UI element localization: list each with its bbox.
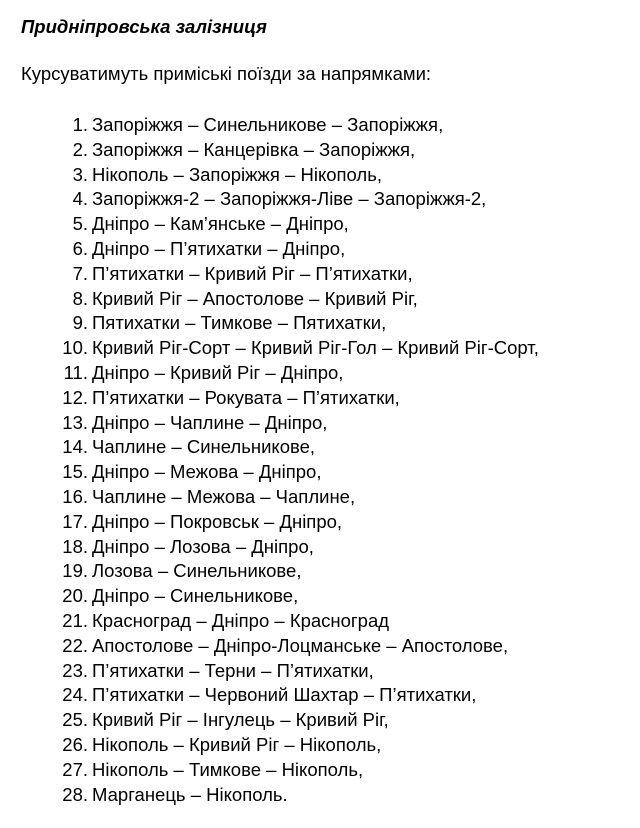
- route-number: 1.: [72, 114, 88, 135]
- route-item: [0, 733, 539, 758]
- route-item: [0, 237, 539, 262]
- route-item: [0, 411, 539, 436]
- route-text: Чаплине – Синельникове,: [92, 436, 316, 458]
- route-item: [0, 758, 539, 783]
- route-number: 5.: [72, 213, 88, 235]
- route-number: 9.: [72, 312, 88, 334]
- route-text: Дніпро – П’ятихатки – Дніпро,: [92, 237, 346, 259]
- route-number: 2.: [72, 138, 88, 160]
- route-item: [0, 311, 539, 336]
- route-text: Дніпро – Синельникове,: [92, 585, 299, 607]
- route-item: [0, 287, 539, 312]
- route-text: Кривий Ріг – Апостолове – Кривий Ріг,: [92, 287, 418, 309]
- route-number: 16.: [62, 485, 88, 507]
- route-number: 8.: [72, 287, 88, 309]
- route-number: 15.: [62, 461, 88, 483]
- route-text: Красноград – Дніпро – Красноград: [92, 609, 390, 631]
- route-item: [0, 212, 539, 237]
- route-number: 3.: [72, 163, 88, 185]
- route-text: Нікополь – Кривий Ріг – Нікополь,: [92, 733, 382, 755]
- route-text: Кривий Ріг-Сорт – Кривий Ріг-Гол – Кривий Ріг-Сорт,: [92, 337, 539, 359]
- route-item: [0, 386, 539, 411]
- route-number: 6.: [72, 237, 88, 259]
- route-number: 13.: [62, 411, 88, 433]
- route-text: Нікополь – Тимкове – Нікополь,: [92, 758, 364, 780]
- route-number: 19.: [62, 560, 88, 582]
- route-number: 10.: [62, 337, 88, 359]
- route-item: [0, 262, 539, 287]
- route-number: 26.: [62, 733, 88, 755]
- route-item: [0, 460, 539, 485]
- route-text: Марганець – Нікополь.: [92, 783, 288, 805]
- route-number: 12.: [62, 386, 88, 408]
- route-item: [0, 510, 539, 535]
- route-text: Нікополь – Запоріжжя – Нікополь,: [92, 163, 383, 185]
- route-number: 18.: [62, 535, 88, 557]
- route-item: [0, 783, 539, 808]
- route-text: Запоріжжя – Канцерівка – Запоріжжя,: [92, 138, 416, 160]
- route-text: Запоріжжя – Синельникове – Запоріжжя,: [92, 114, 444, 135]
- route-item: [0, 187, 539, 212]
- document-title: Придніпровська залізниця: [21, 16, 267, 37]
- route-item: [0, 634, 539, 659]
- route-text: Дніпро – Кам’янське – Дніпро,: [92, 213, 349, 235]
- route-text: Апостолове – Дніпро-Лоцманське – Апостолове,: [92, 634, 509, 656]
- route-text: Кривий Ріг – Інгулець – Кривий Ріг,: [92, 709, 389, 731]
- route-number: 17.: [62, 510, 88, 532]
- route-number: 22.: [62, 634, 88, 656]
- route-number: 7.: [72, 262, 88, 284]
- route-text: Дніпро – Кривий Ріг – Дніпро,: [92, 361, 344, 383]
- route-item: [0, 336, 539, 361]
- route-text: П’ятихатки – Червоний Шахтар – П’ятихатки,: [92, 684, 477, 706]
- route-number: 27.: [62, 758, 88, 780]
- route-number: 28.: [62, 783, 88, 805]
- route-text: Чаплине – Межова – Чаплине,: [92, 485, 356, 507]
- route-number: 25.: [62, 709, 88, 731]
- route-item: [0, 708, 539, 733]
- route-item: [0, 584, 539, 609]
- route-text: П’ятихатки – Терни – П’ятихатки,: [92, 659, 374, 681]
- route-item: [0, 361, 539, 386]
- route-item: [0, 113, 539, 138]
- route-number: 23.: [62, 659, 88, 681]
- route-text: Дніпро – Чаплине – Дніпро,: [92, 411, 328, 433]
- route-text: Дніпро – Покровськ – Дніпро,: [92, 510, 343, 532]
- route-number: 14.: [62, 436, 88, 458]
- route-item: [0, 683, 539, 708]
- route-number: 24.: [62, 684, 88, 706]
- route-number: 20.: [62, 585, 88, 607]
- route-text: П’ятихатки – Кривий Ріг – П’ятихатки,: [92, 262, 413, 284]
- route-number: 11.: [63, 361, 88, 383]
- route-number: 21.: [62, 609, 88, 631]
- route-item: [0, 138, 539, 163]
- route-item: [0, 163, 539, 188]
- route-text: Запоріжжя-2 – Запоріжжя-Ліве – Запоріжжя-2,: [92, 188, 487, 210]
- intro-text: Курсуватимуть приміські поїзди за напрямками:: [21, 63, 432, 84]
- routes-list: [0, 113, 539, 807]
- route-item: [0, 659, 539, 684]
- route-text: Лозова – Синельникове,: [92, 560, 302, 582]
- route-text: П’ятихатки – Рокувата – П’ятихатки,: [92, 386, 400, 408]
- route-text: Дніпро – Межова – Дніпро,: [92, 461, 322, 483]
- route-text: Дніпро – Лозова – Дніпро,: [92, 535, 314, 557]
- route-item: [0, 535, 539, 560]
- route-item: [0, 559, 539, 584]
- route-number: 4.: [72, 188, 88, 210]
- route-item: [0, 609, 539, 634]
- route-item: [0, 485, 539, 510]
- route-text: Пятихатки – Тимкове – Пятихатки,: [92, 312, 387, 334]
- route-item: [0, 435, 539, 460]
